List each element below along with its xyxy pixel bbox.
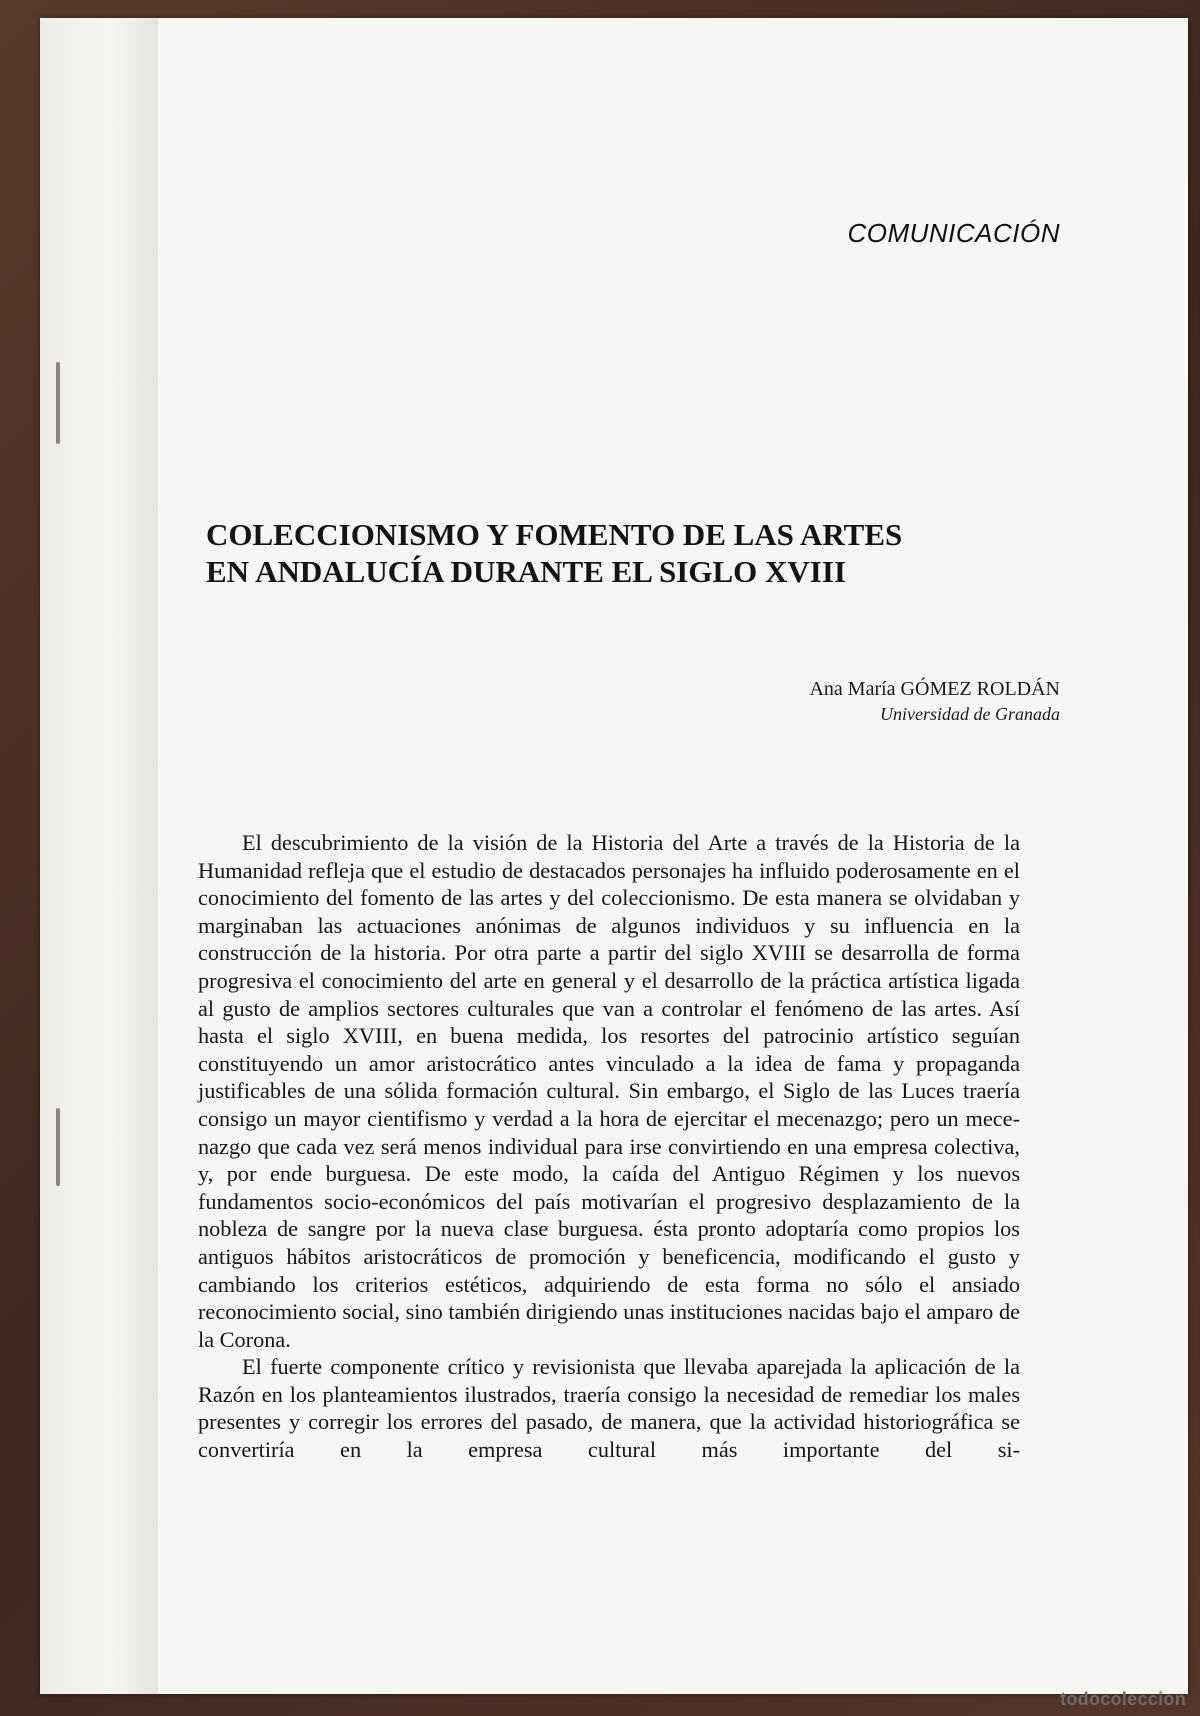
article-title [206,516,966,590]
watermark-logo: todocoleccion [1060,1689,1186,1709]
booklet-page [40,18,1188,1694]
printed-page [158,18,1188,1694]
article-title-line-2: EN ANDALUCÍA DURANTE EL SIGLO XVIII [206,554,846,589]
article-title-line-1: COLECCIONISMO Y FOMENTO DE LAS ARTES [206,517,903,552]
paragraph-2: El fuerte componente crítico y revisionista que llevaba aparejada la aplicación de la Razón en los planteamientos ilustrados, traería consigo la necesidad de remediar los males presentes y corregir los errores del pasado, de manera, que la actividad historiográfica se convertiría en la empresa cultural más importante del si- [198,1354,1020,1463]
binding-strip [40,18,159,1694]
section-label: COMUNICACIÓN [847,218,1060,248]
article-body [198,829,1020,1464]
author-affiliation: Universidad de Granada [880,704,1060,724]
author-block [809,676,1060,726]
paragraph-1: El descubrimiento de la visión de la Historia del Arte a través de la Historia de la Humanidad refleja que el estudio de destacados personajes ha influido poderosamente en el conocimiento del fomento de las artes y del coleccionismo. De esta manera se olvidaban y marginaban las actuaciones anónimas de algunos individuos y su influencia en la construcción de la historia. Por otra parte a partir del siglo XVIII se desarrolla de forma progresiva el conocimiento del arte en general y el desarrollo de la práctica artística ligada al gusto de amplios sectores culturales que van a controlar el fenómeno de las artes. Así hasta el siglo XVIII, en buena medida, los resortes del patrocinio artístico seguían constituyendo un amor aristocrático antes vinculado a la idea de fama y propaganda justificables de una sólida formación cultural. Sin embargo, el Siglo de las Luces traería consigo un mayor cientifismo y verdad a la hora de ejercitar el mecenazgo; pero un mecenazgo que cada vez será menos individual para irse convirtiendo en una empresa colectiva, y, por ende burguesa. De este modo, la caída del Antiguo Régimen y los nuevos fundamentos socio-económicos del país motivarían el progresivo desplazamiento de la nobleza de sangre por la nueva clase burguesa. ésta pronto adoptaría como propios los antiguos hábitos aristocráticos de promoción y beneficencia, modificando el gusto y cambiando los criterios estéticos, adquiriendo de esta forma no sólo el ansiado reconocimiento social, sino también dirigiendo unas instituciones nacidas bajo el amparo de la Corona. [198,830,1020,1352]
staple-bottom [56,1108,60,1186]
author-name: Ana María GÓMEZ ROLDÁN [809,678,1060,700]
staple-top [56,362,60,444]
